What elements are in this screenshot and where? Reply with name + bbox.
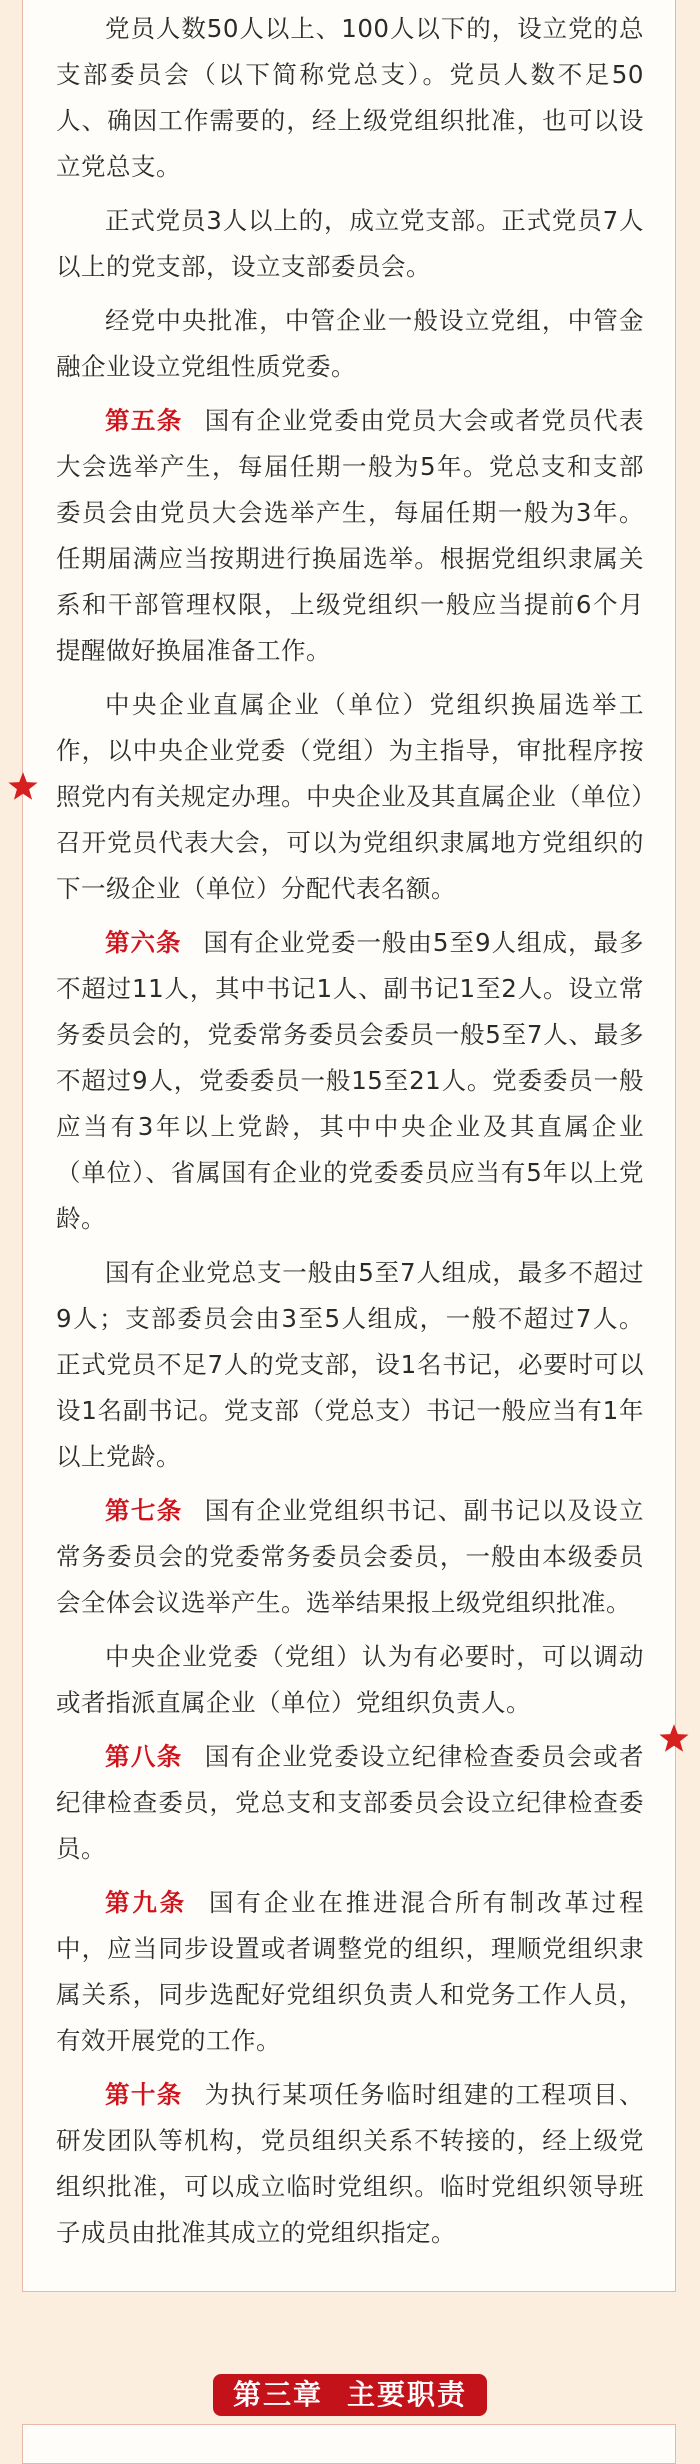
star-icon (6, 770, 40, 804)
paragraph-text: 国有企业党委一般由5至9人组成，最多不超过11人，其中书记1人、副书记1至2人。设立常务委员会的，党委常务委员会委员一般5至7人、最多不超过9人，党委委员一般15至21人。党委委员一般应当有3年以上党龄，其中中央企业及其直属企业（单位）、省属国有企业的党委委员应当有5年以上党龄。 (56, 928, 644, 1233)
paragraph-text: 为执行某项任务临时组建的工程项目、研发团队等机构，党员组织关系不转接的，经上级党组织批准，可以成立临时党组织。临时党组织领导班子成员由批准其成立的党组织指定。 (56, 2080, 645, 2247)
article-number: 第八条 (105, 1742, 183, 1771)
chapter-heading-wrap (0, 2374, 700, 2414)
article-number: 第七条 (105, 1496, 183, 1525)
article-number: 第十条 (105, 2080, 183, 2109)
article-paragraph (56, 1488, 644, 1626)
paragraph-text: 国有企业党委设立纪律检查委员会或者纪律检查委员，党总支和支部委员会设立纪律检查委员。 (56, 1742, 645, 1863)
article-paragraph (56, 398, 644, 674)
paragraph (56, 298, 644, 390)
regulation-text (56, 6, 644, 2264)
paragraph-text: 正式党员3人以上的，成立党支部。正式党员7人以上的党支部，设立支部委员会。 (56, 206, 644, 281)
article-number: 第九条 (105, 1888, 187, 1917)
article-paragraph (56, 1880, 644, 2064)
paragraph-text: 经党中央批准，中管企业一般设立党组，中管金融企业设立党组性质党委。 (56, 306, 644, 381)
next-section-panel (22, 2424, 676, 2464)
paragraph-text: 党员人数50人以上、100人以下的，设立党的总支部委员会（以下简称党总支）。党员人数不足50人、确因工作需要的，经上级党组织批准，也可以设立党总支。 (56, 14, 644, 181)
article-paragraph (56, 1734, 644, 1872)
article-paragraph (56, 2072, 644, 2256)
paragraph-text: 中央企业党委（党组）认为有必要时，可以调动或者指派直属企业（单位）党组织负责人。 (56, 1642, 644, 1717)
article-number: 第五条 (105, 406, 183, 435)
paragraph-text: 国有企业在推进混合所有制改革过程中，应当同步设置或者调整党的组织，理顺党组织隶属关系，同步选配好党组织负责人和党务工作人员，有效开展党的工作。 (56, 1888, 645, 2055)
paragraph (56, 1634, 644, 1726)
article-number: 第六条 (105, 928, 182, 957)
chapter-title: 主要职责 (347, 2378, 468, 2411)
paragraph-text: 国有企业党委由党员大会或者党员代表大会选举产生，每届任期一般为5年。党总支和支部委员会由党员大会选举产生，每届任期一般为3年。任期届满应当按期进行换届选举。根据党组织隶属关系和干部管理权限，上级党组织一般应当提前6个月提醒做好换届准备工作。 (56, 406, 645, 665)
chapter-number: 第三章 (232, 2378, 323, 2411)
paragraph-text: 国有企业党组织书记、副书记以及设立常务委员会的党委常务委员会委员，一般由本级委员会全体会议选举产生。选举结果报上级党组织批准。 (56, 1496, 645, 1617)
chapter-heading (213, 2374, 487, 2416)
paragraph (56, 682, 644, 912)
paragraph (56, 198, 644, 290)
paragraph-text: 国有企业党总支一般由5至7人组成，最多不超过9人；支部委员会由3至5人组成，一般不超过7人。正式党员不足7人的党支部，设1名书记，必要时可以设1名副书记。党支部（党总支）书记一般应当有1年以上党龄。 (56, 1258, 644, 1471)
article-paragraph (56, 920, 644, 1242)
paragraph (56, 6, 644, 190)
star-icon (657, 1722, 691, 1756)
paragraph-text: 中央企业直属企业（单位）党组织换届选举工作，以中央企业党委（党组）为主指导，审批程序按照党内有关规定办理。中央企业及其直属企业（单位）召开党员代表大会，可以为党组织隶属地方党组织的下一级企业（单位）分配代表名额。 (56, 690, 644, 903)
paragraph (56, 1250, 644, 1480)
